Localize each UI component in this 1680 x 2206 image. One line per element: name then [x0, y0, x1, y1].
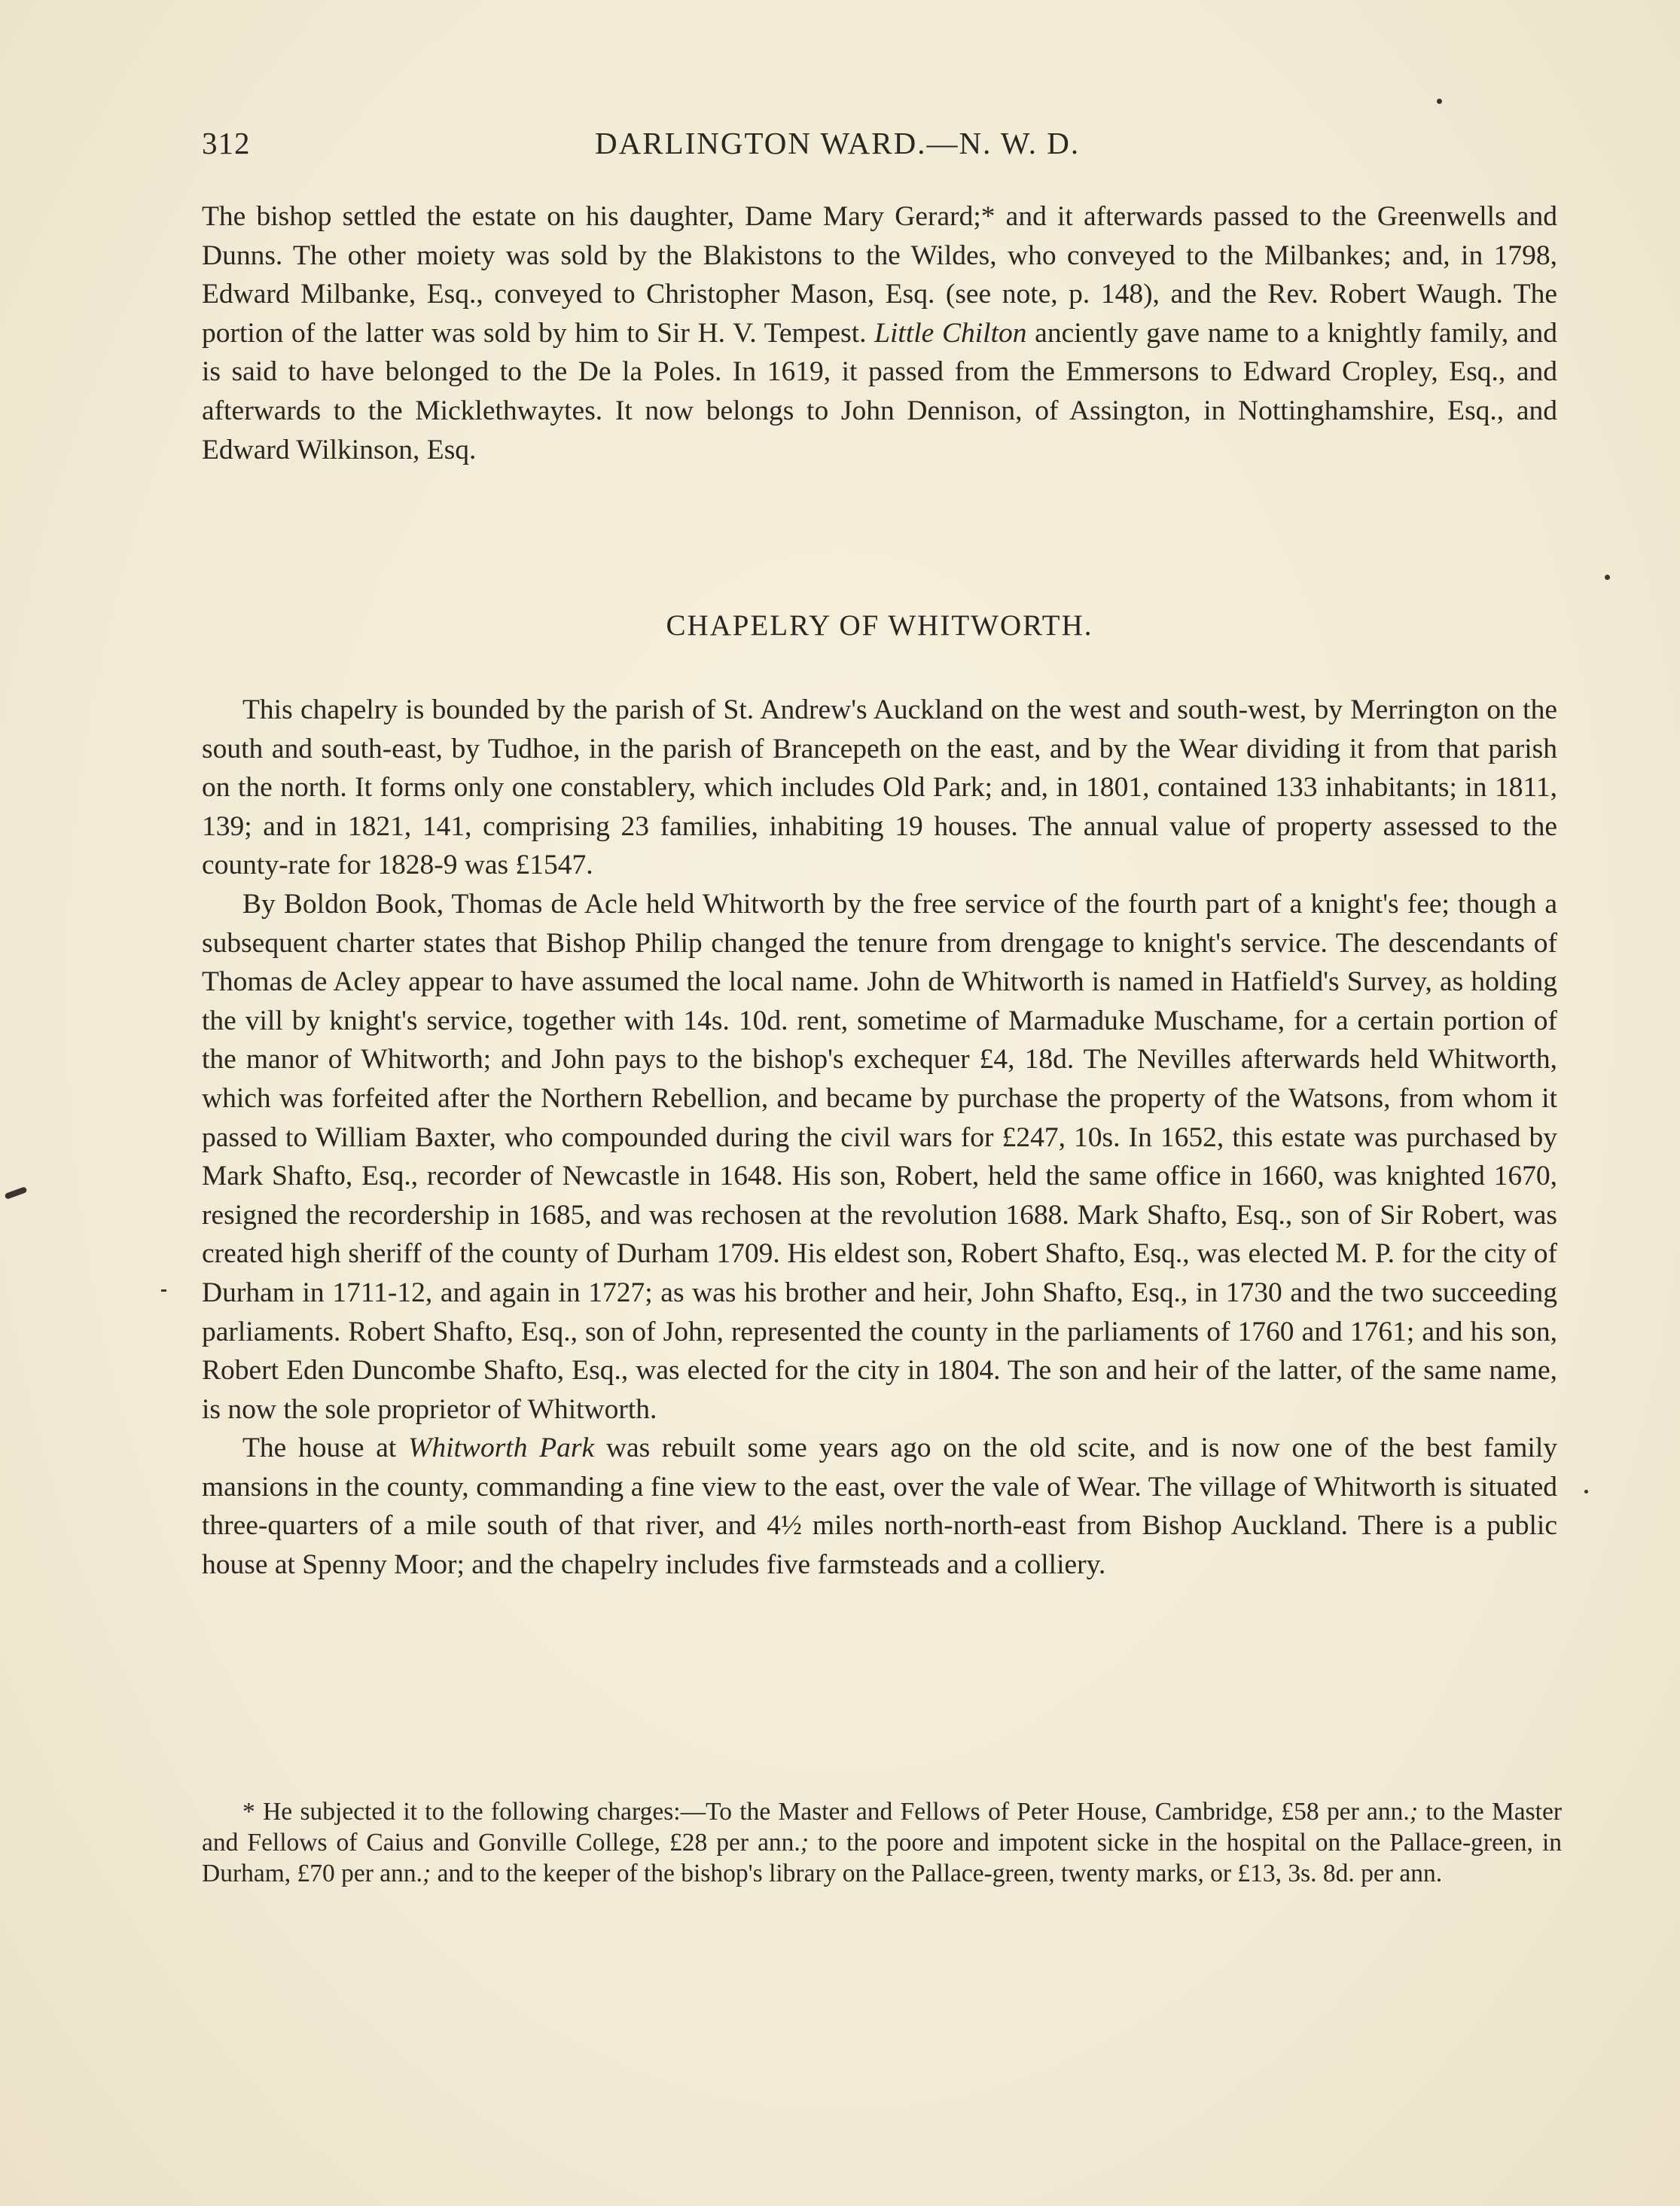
- ink-speck: [1437, 99, 1442, 104]
- ink-speck: [161, 1289, 166, 1292]
- footnote: [202, 1796, 1562, 1889]
- page-header: [202, 125, 1557, 170]
- page-number: 312: [202, 126, 251, 160]
- section-body: [202, 691, 1557, 1585]
- ink-speck: [5, 1186, 28, 1200]
- paragraph-whitworth-park: The house at Whitworth Park was rebuilt some years ago on the old scite, and is now one of the best family mansions in the county, commanding a fine view to the east, over the vale of Wear. The village of Whitworth is situated three-quarters of a mile south of that river, and 4½ miles north-north-east from Bishop Auckland. There is a public house at Spenny Moor; and the chapelry includes five farmsteads and a colliery.: [202, 1433, 1558, 1581]
- ink-speck: [1605, 575, 1610, 580]
- intro-paragraph: The bishop settled the estate on his daughter, Dame Mary Gerard;* and it afterwards passed to the Greenwells and Dunns. The other moiety was sold by the Blakistons to the Wildes, who conveyed to the Milbankes; and, in 1798, Edward Milbanke, Esq., conveyed to Christopher Mason, Esq. (see note, p. 148), and the Rev. Robert Waugh. The portion of the latter was sold by him to Sir H. V. Tempest. Little Chilton anciently gave name to a knightly family, and is said to have belonged to the De la Poles. In 1619, it passed from the Emmersons to Edward Cropley, Esq., and afterwards to the Micklethwaytes. It now belongs to John Dennison, of Assington, in Nottinghamshire, Esq., and Edward Wilkinson, Esq.: [202, 201, 1557, 465]
- paragraph-history: By Boldon Book, Thomas de Acle held Whitworth by the free service of the fourth part of a knight's fee; though a subsequent charter states that Bishop Philip changed the tenure from drengage to knight's service. The descendants of Thomas de Acley appear to have assumed the local name. John de Whitworth is named in Hatfield's Survey, as holding the vill by knight's service, together with 14s. 10d. rent, sometime of Marmaduke Muschame, for a certain portion of the manor of Whitworth; and John pays to the bishop's exchequer £4, 18d. The Nevilles afterwards held Whitworth, which was forfeited after the Northern Rebellion, and became by purchase the property of the Watsons, from whom it passed to William Baxter, who compounded during the civil wars for £247, 10s. In 1652, this estate was purchased by Mark Shafto, Esq., recorder of Newcastle in 1648. His son, Robert, held the same office in 1660, was knighted 1670, resigned the recordership in 1685, and was rechosen at the revolution 1688. Mark Shafto, Esq., son of Sir Robert, was created high sheriff of the county of Durham 1709. His eldest son, Robert Shafto, Esq., was elected M. P. for the city of Durham in 1711-12, and again in 1727; as was his brother and heir, John Shafto, Esq., in 1730 and the two succeeding parliaments. Robert Shafto, Esq., son of John, represented the county in the parliaments of 1760 and 1761; and his son, Robert Eden Duncombe Shafto, Esq., was elected for the city in 1804. The son and heir of the latter, of the same name, is now the sole proprietor of Whitworth.: [202, 888, 1557, 1425]
- section-title: CHAPELRY OF WHITWORTH.: [666, 609, 1093, 642]
- footnote-text: * He subjected it to the following charges:—To the Master and Fellows of Peter House, Cambridge, £58 per ann.; to the Master and Fellows of Caius and Gonville College, £28 per ann.; to the poore and impotent sicke in the hospital on the Pallace-green, in Durham, £70 per ann.; and to the keeper of the bishop's library on the Pallace-green, twenty marks, or £13, 3s. 8d. per ann.: [202, 1798, 1563, 1887]
- running-head: DARLINGTON WARD.—N. W. D.: [595, 126, 1081, 160]
- intro-text: [202, 197, 1557, 469]
- paragraph-boundaries: This chapelry is bounded by the parish of St. Andrew's Auckland on the west and south-west, by Merrington on the south and south-east, by Tudhoe, in the parish of Brancepeth on the east, and by the Wear dividing it from that parish on the north. It forms only one constablery, which includes Old Park; and, in 1801, contained 133 inhabitants; in 1811, 139; and in 1821, 141, comprising 23 families, inhabiting 19 houses. The annual value of property assessed to the county-rate for 1828-9 was £1547.: [202, 694, 1557, 881]
- place-name-little-chilton: Little Chilton: [874, 317, 1027, 349]
- ink-speck: [1584, 1490, 1588, 1494]
- place-name-whitworth-park: Whitworth Park: [408, 1433, 595, 1464]
